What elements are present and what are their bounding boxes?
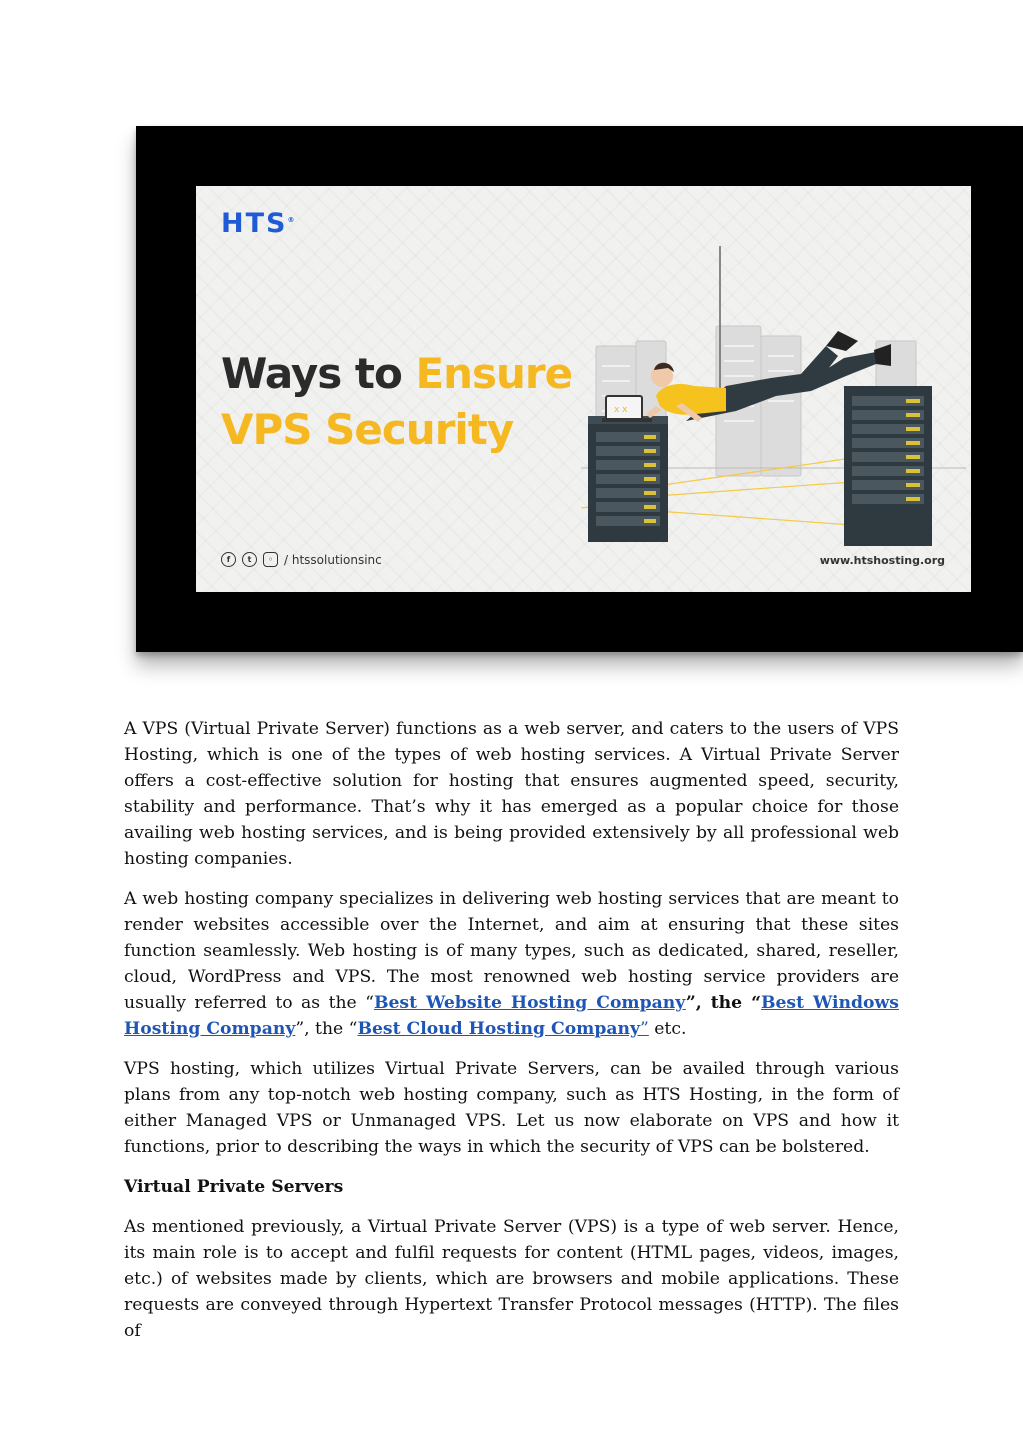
- hts-logo: HTS®: [221, 208, 295, 239]
- section-heading: Virtual Private Servers: [124, 1177, 344, 1197]
- link-best-windows-hosting[interactable]: Best Windows Hosting Company: [124, 993, 899, 1039]
- headline-accent: Ensure: [415, 349, 573, 398]
- social-bar: [221, 552, 382, 567]
- headline-line2: VPS Security: [221, 405, 514, 454]
- paragraph-web-hosting: A web hosting company specializes in delivering web hosting services that are meant to render websites accessible over the Internet, and aim at ensuring that these sites function seamlessly. Web hosting is of many types, such as dedicated, shared, reseller, cloud, WordPress and VPS. The most renowned web hosting service providers are usually referred to as the “Best Website Hosting Company”, the “Best Windows Hosting Company”, the “Best Cloud Hosting Company” etc.: [124, 889, 899, 1039]
- twitter-icon[interactable]: t: [242, 552, 257, 567]
- server-rack-right-icon: [844, 386, 932, 546]
- paragraph-intro: A VPS (Virtual Private Server) functions as a web server, and caters to the users of VPS Hosting, which is one of the types of web hosting services. A Virtual Private Server offers a cost-effective solution for hosting that ensures augmented speed, security, stability and performance. That’s why it has emerged as a popular choice for those availing web hosting services, and is being provided extensively by all professional web hosting companies.: [124, 719, 899, 869]
- svg-text:x x: x x: [614, 405, 628, 415]
- headline-part1: Ways to: [221, 349, 416, 398]
- banner-image: [196, 186, 971, 592]
- paragraph-vps-definition: As mentioned previously, a Virtual Private Server (VPS) is a type of web server. Hence, its main role is to accept and fulfil requests for content (HTML pages, videos, images, etc.) of websites made by clients, which are browsers and mobile applications. These requests are conveyed through Hypertext Transfer Protocol messages (HTTP). The files of: [124, 1217, 899, 1341]
- banner-frame: [136, 126, 1023, 652]
- article-body: [124, 716, 899, 1358]
- banner-headline: [221, 346, 572, 458]
- social-handle: / htssolutionsinc: [284, 552, 382, 567]
- link-best-website-hosting[interactable]: Best Website Hosting Company: [373, 993, 686, 1013]
- website-url: www.htshosting.org: [819, 554, 945, 567]
- facebook-icon[interactable]: f: [221, 552, 236, 567]
- server-illustration: [576, 246, 971, 546]
- link-best-cloud-hosting[interactable]: Best Cloud Hosting Company: [357, 1019, 640, 1039]
- server-rack-left-icon: [588, 416, 668, 542]
- paragraph-vps-hosting: VPS hosting, which utilizes Virtual Private Servers, can be availed through various plans from any top-notch web hosting company, such as HTS Hosting, in the form of either Managed VPS or Unmanaged VPS. Let us now elaborate on VPS and how it functions, prior to describing the ways in which the security of VPS can be bolstered.: [124, 1059, 899, 1157]
- link-quote-close[interactable]: ”: [640, 1019, 649, 1039]
- instagram-icon[interactable]: ◦: [263, 552, 278, 567]
